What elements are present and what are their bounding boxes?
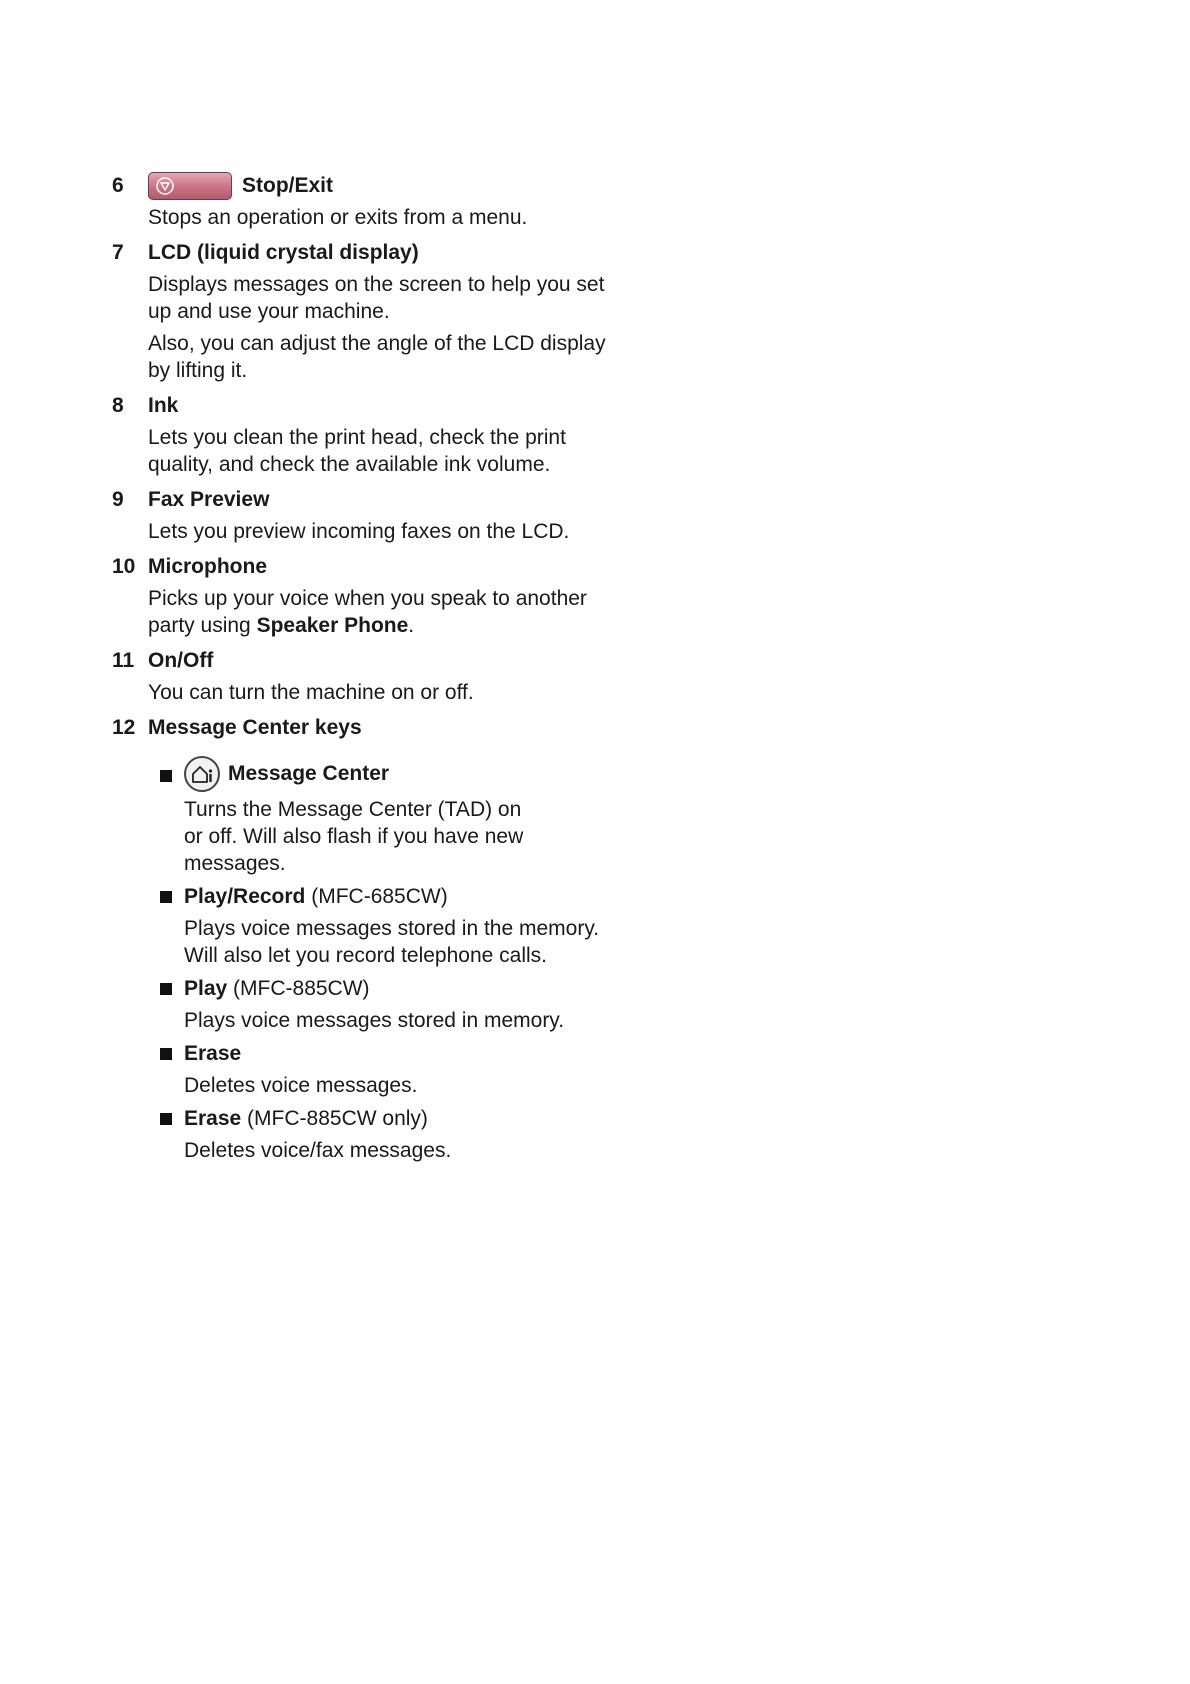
item-message-center-keys [112, 714, 612, 1164]
item-description [148, 271, 612, 384]
item-title: Fax Preview [148, 488, 270, 511]
sub-item-qualifier: (MFC-885CW only) [241, 1107, 428, 1130]
speaker-phone-key-name: Speaker Phone [256, 614, 409, 637]
sub-item-play-record [148, 883, 612, 969]
sub-item-title: Play [184, 977, 228, 1000]
item-heading [148, 172, 612, 200]
sub-item-qualifier: (MFC-885CW) [227, 977, 370, 1000]
item-description [148, 204, 612, 231]
bullet-icon [160, 1113, 172, 1125]
description-paragraph: You can turn the machine on or off. [148, 681, 474, 704]
sub-item-qualifier: (MFC-685CW) [305, 885, 448, 908]
stop-exit-key-icon [148, 172, 232, 200]
sub-item-description: Plays voice messages stored in memory. [184, 1009, 565, 1032]
description-paragraph: Also, you can adjust the angle of the LCD display by lifting it. [148, 332, 606, 382]
key-description-list [112, 172, 612, 1164]
item-number: 7 [112, 241, 124, 264]
item-microphone [112, 553, 612, 639]
item-number: 9 [112, 488, 124, 511]
sub-item-play [148, 975, 612, 1034]
description-paragraph: Lets you clean the print head, check the print quality, and check the available ink volume. [148, 426, 566, 476]
sub-item-erase-885cw [148, 1105, 612, 1164]
item-lcd [112, 239, 612, 384]
item-description [148, 518, 612, 545]
sub-item-description: Plays voice messages stored in the memory. Will also let you record telephone calls. [184, 917, 600, 967]
bullet-icon [160, 770, 172, 782]
item-title: Ink [148, 394, 179, 417]
item-number: 12 [112, 716, 136, 739]
sub-item-title: Play/Record [184, 885, 306, 908]
description-text: Picks up your voice when you speak to another party using [148, 587, 587, 637]
item-description [148, 424, 612, 478]
description-paragraph: Lets you preview incoming faxes on the LCD. [148, 520, 570, 543]
item-stop-exit [112, 172, 612, 231]
item-number: 10 [112, 555, 136, 578]
message-center-key-list [148, 756, 612, 1164]
item-title: On/Off [148, 649, 214, 672]
sub-item-description: Deletes voice/fax messages. [184, 1139, 452, 1162]
sub-item-erase [148, 1040, 612, 1099]
item-title: Stop/Exit [242, 174, 334, 197]
item-number: 11 [112, 649, 135, 672]
sub-item-title: Erase [184, 1107, 242, 1130]
sub-item-heading [184, 975, 612, 1003]
bullet-icon [160, 1048, 172, 1060]
item-ink [112, 392, 612, 478]
sub-item-message-center [148, 756, 612, 877]
item-title: Message Center keys [148, 716, 362, 739]
bullet-icon [160, 891, 172, 903]
description-paragraph: Displays messages on the screen to help you set up and use your machine. [148, 273, 605, 323]
sub-item-description: Deletes voice messages. [184, 1074, 418, 1097]
sub-item-heading [184, 1040, 612, 1068]
item-number: 6 [112, 174, 124, 197]
sub-item-heading [184, 756, 612, 792]
item-on-off [112, 647, 612, 706]
sub-item-description: Turns the Message Center (TAD) on or off. Will also flash if you have new messages. [184, 798, 524, 875]
message-center-icon [184, 756, 220, 792]
sub-item-title: Erase [184, 1042, 242, 1065]
sub-item-heading [184, 883, 612, 911]
item-fax-preview [112, 486, 612, 545]
item-title: Microphone [148, 555, 267, 578]
item-title: LCD (liquid crystal display) [148, 241, 419, 264]
bullet-icon [160, 983, 172, 995]
item-number: 8 [112, 394, 124, 417]
sub-item-title: Message Center [228, 762, 390, 785]
sub-item-heading [184, 1105, 612, 1133]
description-paragraph: Stops an operation or exits from a menu. [148, 206, 528, 229]
description-text: . [408, 614, 415, 637]
description-paragraph [148, 585, 612, 639]
item-description [148, 585, 612, 639]
item-description [148, 679, 612, 706]
